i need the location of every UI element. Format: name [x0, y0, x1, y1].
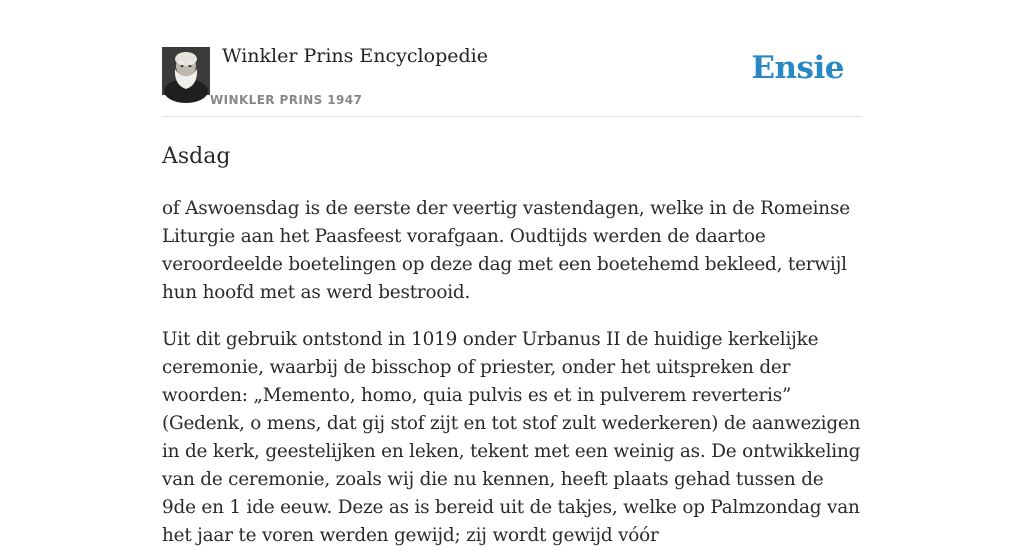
article-paragraph: of Aswoensdag is de eerste der veertig vastendagen, welke in de Romeinse Liturgie aan het Paasfeest vorafgaan. Oudtijds werden de daartoe veroordeelde boetelingen op deze dag met een boetehemd bekleed, terwijl hun hoofd met as werd bestrooid. [162, 198, 850, 303]
ensie-logo[interactable]: Ensie [751, 50, 844, 86]
content-column [162, 0, 862, 550]
bearded-man-portrait-icon [162, 47, 210, 95]
article-title: Asdag [162, 144, 231, 169]
source-subtitle[interactable]: WINKLER PRINS 1947 [210, 93, 363, 107]
article-paragraph: Uit dit gebruik ontstond in 1019 onder Urbanus II de huidige kerkelijke ceremonie, waarbij de bisschop of priester, onder het uitspreken der woorden: „Memento, homo, quia pulvis es et in pulverem reverteris” (Gedenk, o mens, dat gij stof zijt en tot stof zult wederkeren) de aanwezigen in de kerk, geestelijken en leken, tekent met een weinig as. De ontwikkeling van de ceremonie, zoals wij die nu kennen, heeft plaats gehad tussen de 9de en 1 ide eeuw. Deze as is bereid uit de takjes, welke op Palmzondag van het jaar te voren werden gewijd; zij wordt gewijd vóór [162, 329, 861, 546]
source-title[interactable]: Winkler Prins Encyclopedie [222, 45, 488, 67]
source-avatar[interactable] [162, 47, 210, 95]
source-header [162, 0, 862, 117]
